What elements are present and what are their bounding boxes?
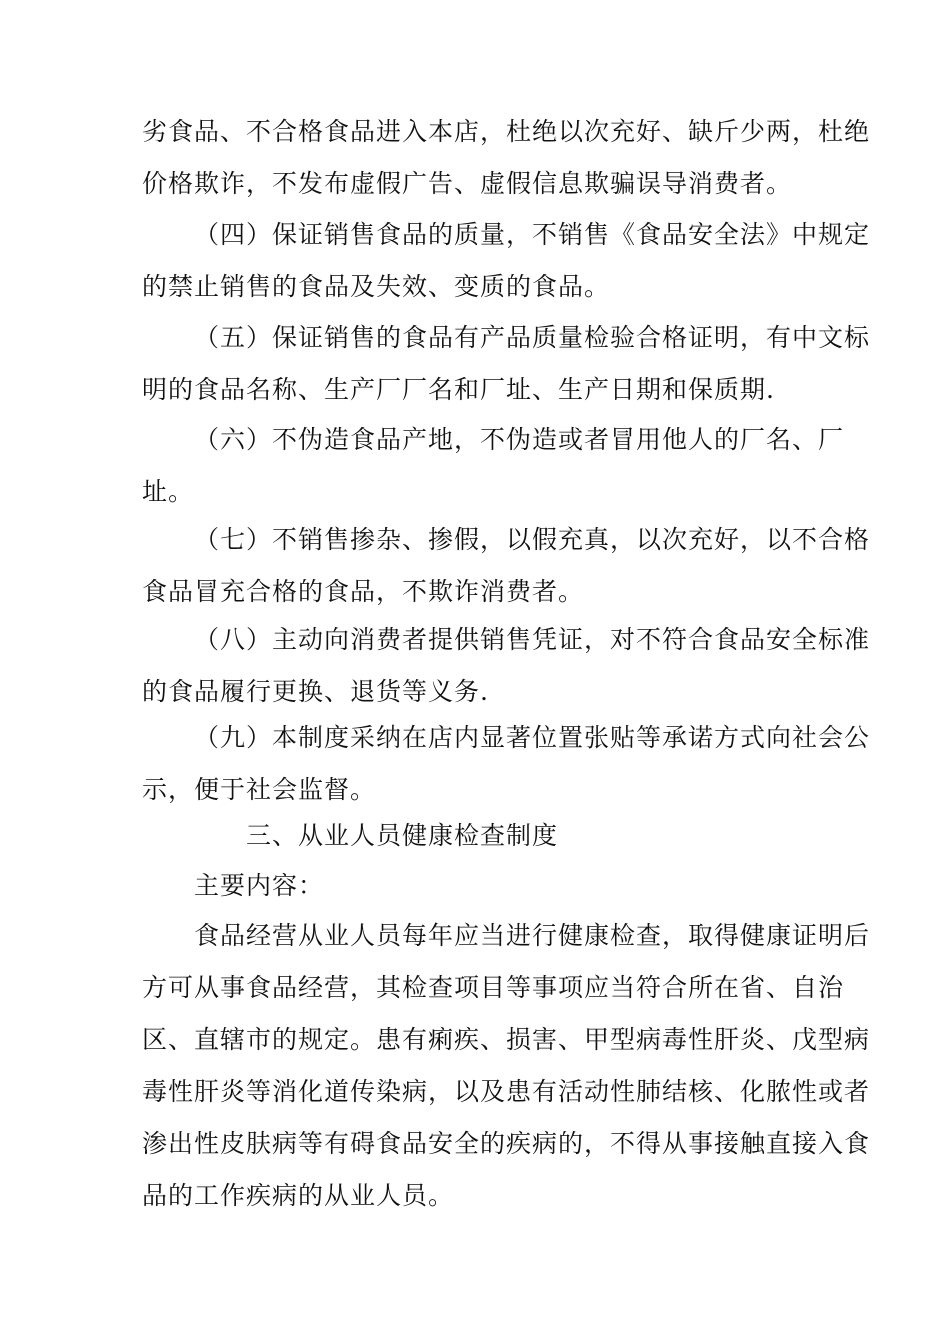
paragraph-continuation [142,106,871,210]
body-paragraph [142,910,871,1222]
text-line: （七）不销售掺杂、掺假，以假充真，以次充好，以不合格 [194,525,871,554]
text-line: 址。 [142,477,195,506]
section-heading: 三、从业人员健康检查制度 [246,821,559,850]
text-line: （六）不伪造食品产地，不伪造或者冒用他人的厂名、厂 [194,425,845,454]
paragraph-item-5 [142,312,871,416]
paragraph-item-9 [142,712,871,816]
text-line: （九）本制度采纳在店内显著位置张贴等承诺方式向社会公 [194,723,871,752]
main-content-label [142,860,832,912]
text-line: 的食品履行更换、退货等义务. [142,677,489,706]
text-line: 劣食品、不合格食品进入本店，杜绝以次充好、缺斤少两，杜绝 [142,117,871,146]
text-line: 区、直辖市的规定。患有痢疾、损害、甲型病毒性肝炎、戊型病 [142,1025,871,1054]
text-line: 毒性肝炎等消化道传染病，以及患有活动性肺结核、化脓性或者 [142,1077,871,1106]
text-line: 的禁止销售的食品及失效、变质的食品。 [142,272,611,301]
paragraph-item-8 [142,614,871,718]
text-line: 方可从事食品经营，其检查项目等事项应当符合所在省、自治 [142,973,845,1002]
text-line: 食品经营从业人员每年应当进行健康检查，取得健康证明后 [194,921,871,950]
text-line: 明的食品名称、生产厂厂名和厂址、生产日期和保质期. [142,375,775,404]
text-line: （四）保证销售食品的质量，不销售《食品安全法》中规定 [194,220,871,249]
text-line: （八）主动向消费者提供销售凭证，对不符合食品安全标准 [194,625,871,654]
paragraph-item-4 [142,209,871,313]
text-line: 价格欺诈，不发布虚假广告、虚假信息欺骗误导消费者。 [142,169,793,198]
text-line: 示，便于社会监督。 [142,775,377,804]
text-line: 品的工作疾病的从业人员。 [142,1181,455,1210]
text-line: 食品冒充合格的食品，不欺诈消费者。 [142,577,585,606]
text-line: 渗出性皮肤病等有碍食品安全的疾病的，不得从事接触直接入食 [142,1129,871,1158]
paragraph-item-7 [142,514,871,618]
text-line: （五）保证销售的食品有产品质量检验合格证明，有中文标 [194,323,871,352]
text-line: 主要内容： [194,871,325,900]
paragraph-item-6 [142,414,845,518]
